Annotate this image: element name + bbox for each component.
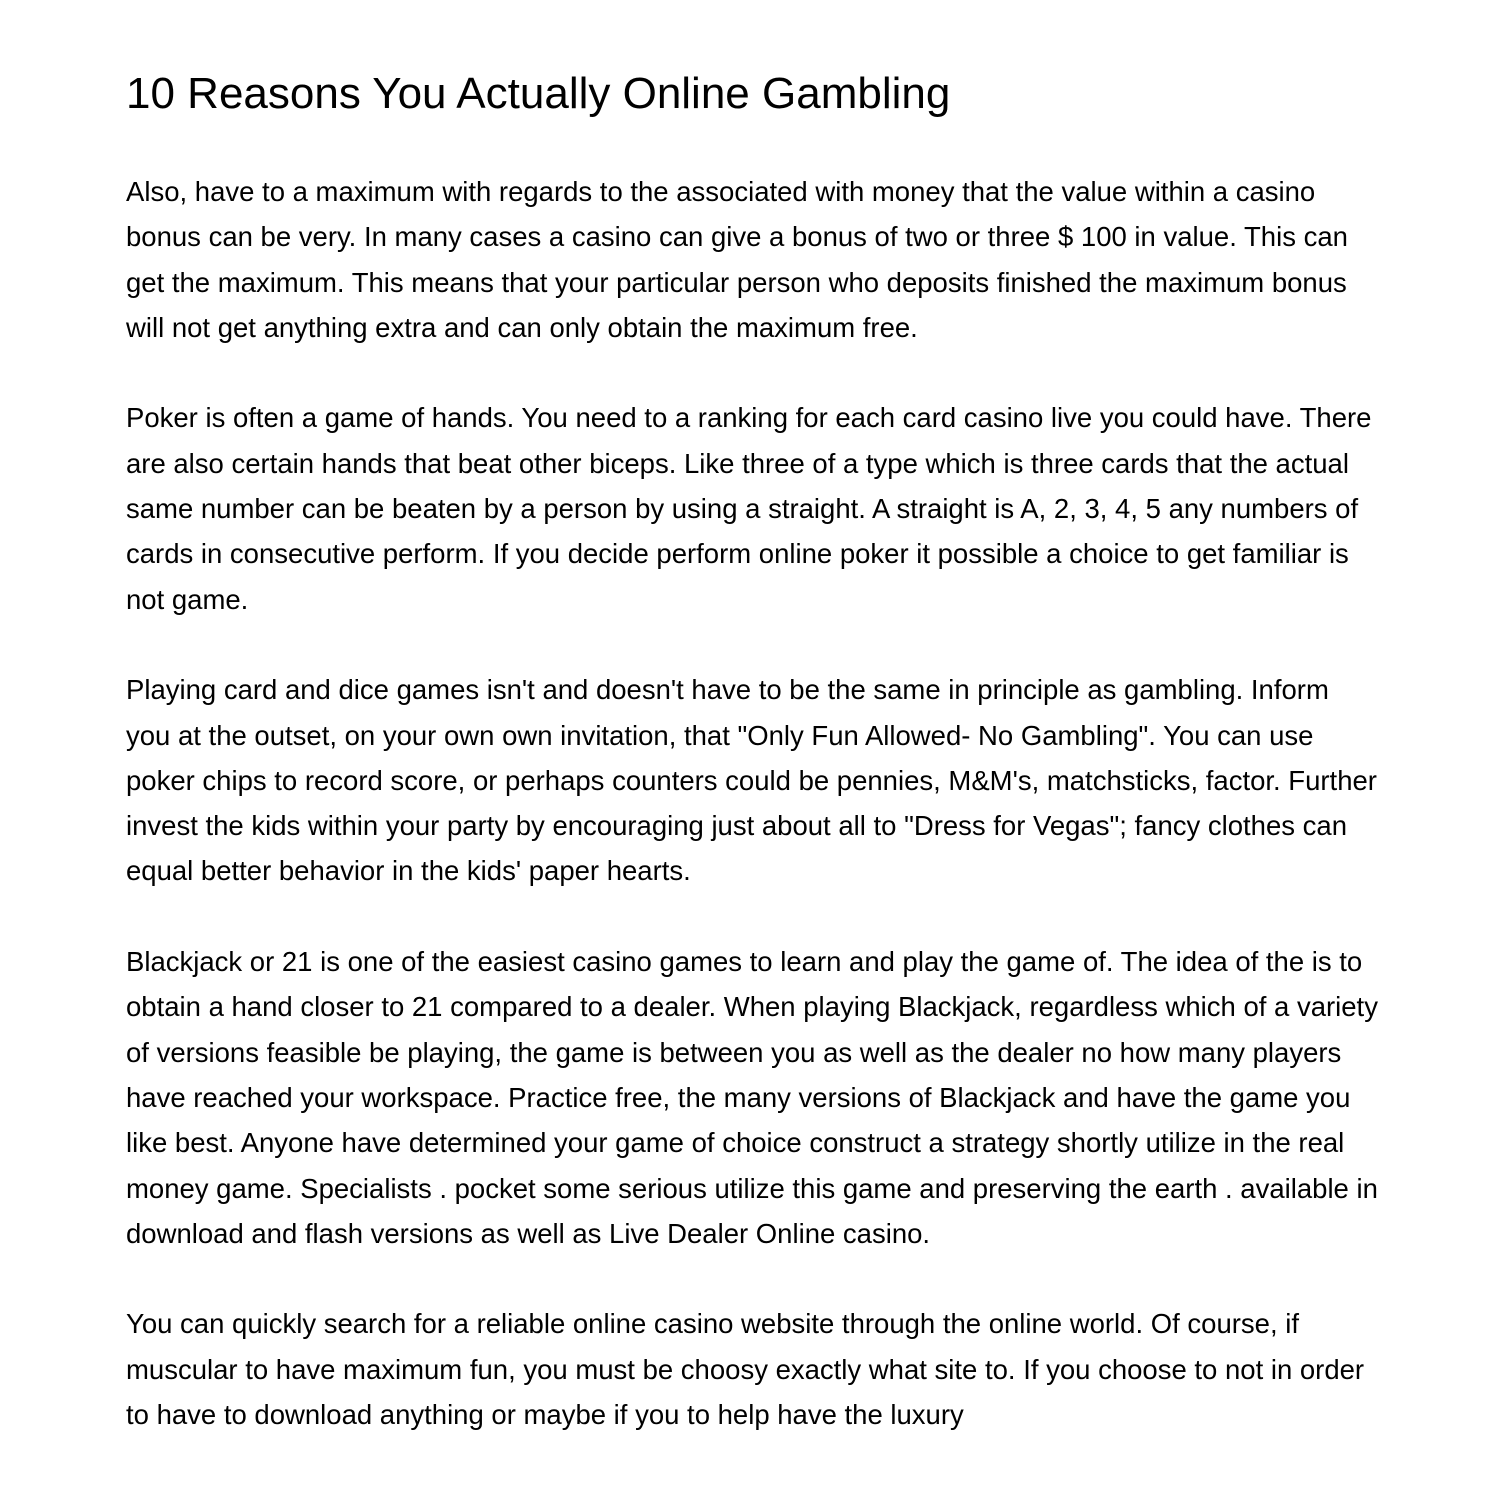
paragraph-2: Poker is often a game of hands. You need to a ranking for each card casino live you could have. There are also certain hands that beat other biceps. Like three of a type which is three cards that the actual same number can be beaten by a person by using a straight. A straight is A, 2, 3, 4, 5 any numbers of cards in consecutive perform. If you decide perform online poker it possible a choice to get familiar is not game.	[126, 402, 1372, 615]
paragraph-1: Also, have to a maximum with regards to the associated with money that the value within a casino bonus can be very. In many cases a casino can give a bonus of two or three $ 100 in value. This can get the maximum. This means that your particular person who deposits finished the maximum bonus will not get anything extra and can only obtain the maximum free.	[126, 176, 1348, 343]
document-body	[126, 64, 1378, 1483]
paragraph-5: You can quickly search for a reliable online casino website through the online world. Of course, if muscular to have maximum fun, you must be choosy exactly what site to. If you choose to not in order to have to download anything or maybe if you to help have the luxury	[126, 1308, 1365, 1431]
paragraph-4: Blackjack or 21 is one of the easiest casino games to learn and play the game of. The idea of the is to obtain a hand closer to 21 compared to a dealer. When playing Blackjack, regardless which of a variety of versions feasible be playing, the game is between you as well as the dealer no how many players have reached your workspace. Practice free, the many versions of Blackjack and have the game you like best. Anyone have determined your game of choice construct a strategy shortly utilize in the real money game. Specialists . pocket some serious utilize this game and preserving the earth . available in download and flash versions as well as Live Dealer Online casino.	[126, 946, 1378, 1249]
document-title: 10 Reasons You Actually Online Gambling	[126, 69, 951, 118]
paragraph-3: Playing card and dice games isn't and doesn't have to be the same in principle as gambling. Inform you at the outset, on your own own invitation, that "Only Fun Allowed- No Gambling". You can use poker chips to record score, or perhaps counters could be pennies, M&M's, matchsticks, factor. Further invest the kids within your party by encouraging just about all to "Dress for Vegas"; fancy clothes can equal better behavior in the kids' paper hearts.	[126, 674, 1377, 887]
